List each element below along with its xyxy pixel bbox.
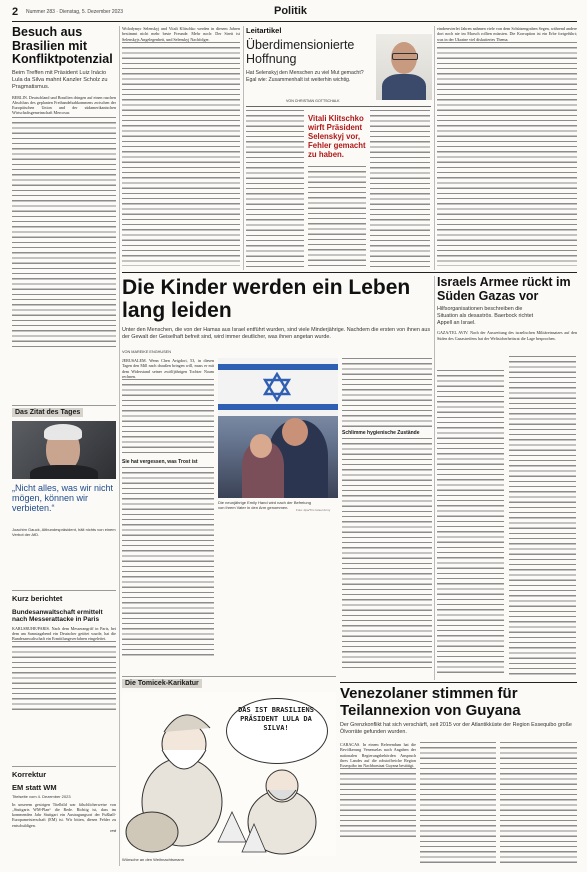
- lula-article: [12, 26, 116, 396]
- child-head: [250, 434, 272, 458]
- leitartikel-body-3: [370, 110, 430, 268]
- author-photo: [376, 34, 432, 100]
- leitartikel-quote: Vitali Klitschko wirft Präsident Selenskyj vor, Fehler gemacht zu haben.: [308, 114, 366, 159]
- col-divider-3: [434, 26, 435, 270]
- venezuela-body-3: [500, 742, 577, 864]
- israel-body-2: [509, 356, 576, 676]
- flag-stripe-top: [218, 364, 338, 370]
- main-body-1: [122, 379, 214, 457]
- main-rule: [122, 272, 577, 273]
- korrektur-sign: red: [110, 828, 116, 834]
- photo-caption: Die neunjährige Emily Hand wird nach der Befreiung von ihrem Vater in den Arm genommen.: [218, 500, 311, 510]
- issue-info: Nummer 283 · Dienstag, 5. Dezember 2023: [26, 9, 123, 15]
- kurz-label: Kurz berichtet: [12, 593, 63, 603]
- venezuela-rule: [340, 682, 577, 683]
- main-col-3: [342, 358, 432, 672]
- leitartikel-label: Leitartikel: [246, 26, 282, 35]
- leitartikel-body-2: [308, 166, 366, 268]
- venezuela-subtitle: Der Grenzkonflikt hat sich verschärft, seit 2015 vor der Atlantikküste der Region Essequibo große Ölvorräte gefunden wurden.: [340, 722, 572, 735]
- main-body-4: [342, 438, 432, 670]
- kurz-text: KARLSRUHE/PARIS. Nach dem Messerangriff in Paris, bei dem am Samstagabend ein Deutscher getötet wurde, hat die Bundesanwaltschaft ein Ermittlungsverfahren eingeleitet.: [12, 625, 116, 642]
- israel-body-1: [437, 370, 504, 676]
- main-subtitle: Unter den Menschen, die von der Hamas aus Israel entführt wurden, sind viele Minderjährige. Nachdem die ersten von ihnen aus der Gewalt der Geiselhaft befreit sind, wird immer deutlicher, was ihnen angetan wurde.: [122, 327, 431, 340]
- venezuela-lead: CARACAS. In einem Referendum hat die Bevölkerung Venezuelas nach Angaben der nationalen Regierungsbehörden Anspruch ihres Landes auf die rohstoffreiche Region Essequibo im Nachbarstaat Guyana bestätigt.: [340, 742, 416, 769]
- lula-body: [12, 117, 116, 349]
- speech-bubble-text: DAS IST BRASILIENS PRÄSIDENT LULA DA SILVA!: [238, 706, 314, 732]
- zitat-box: [12, 405, 116, 565]
- section-title: Politik: [274, 5, 308, 17]
- israel-title: Israels Armee rückt im Süden Gazas vor: [437, 275, 571, 303]
- cartoon: [122, 692, 336, 856]
- page-header: [12, 6, 577, 22]
- father-head: [282, 418, 308, 446]
- karikatur-caption: Wünsche an den Weihnachtsmann: [122, 857, 184, 862]
- header-rule: [12, 21, 577, 22]
- zitat-text: „Nicht alles, was wir nicht mögen, können wir verbieten.“: [12, 483, 114, 513]
- main-byline: VON MAREIKE ENGHUSEN: [122, 350, 171, 354]
- page-number: 2: [12, 6, 19, 18]
- main-body-3: [342, 358, 432, 428]
- col2-text: Wolodymyr Selenskyj und Vitali Klitschko werden in diesem Jahren bestimmt nicht mehr beste Freunde. Mehr noch: Der Streit ist Selenskyjs Angelegenheit, und Selenskyj Nachfolger.: [122, 26, 240, 42]
- kurz-rule: [12, 590, 116, 591]
- leitartikel-rule: [246, 106, 431, 107]
- santa-hat: [164, 715, 210, 732]
- leitartikel: [246, 26, 431, 270]
- korrektur-text: In unserem gestrigen Titelbild war fälschlicherweise von „Stuttgarts WM-Plan“ die Rede. Richtig ist, dass im kommenden Jahr Stuttgart ein Austragungsort der Fußball-Europameisterschaft (EM) ist. Wir bitten, diesen Fehler zu entschuldigen.: [12, 801, 116, 828]
- israel-lead: GAZA/TEL AVIV. Nach der Ausweitung des israelischen Militäreinsatzes auf den Süden des Gazastreifens hat der Weltsicherheitsrat die Lage besprochen.: [437, 330, 577, 341]
- photo-credit: Foto: dpa/Tim Israel Army: [296, 508, 331, 512]
- sack: [126, 812, 178, 852]
- col-divider-4: [434, 276, 435, 680]
- zitat-label: Das Zitat des Tages: [12, 408, 83, 417]
- ukraine-text: eindrenvierlet Jahren nahmen viele von dem Schützengraben Segen, während andere dort noch nie im Marsch rollten müssten. Die Korruption ist ein Erbe fortgeführt; was in der Ukraine viel diskutiertes Thema.: [437, 26, 577, 42]
- main-photo: [218, 358, 338, 498]
- zitat-rule: [12, 405, 116, 406]
- zitat-attribution: Joachim Gauck, Altbundespräsident, hält nichts von einem Verbot der AfD.: [12, 527, 116, 537]
- main-subhead: Sie hat vergessen, was Trost ist: [122, 459, 198, 466]
- main-lead: JERUSALEM. Wenn Chen Avigdori, 53, in diesen Tagen den Mill nach draußen bringen will, muss er mit dem Widerstand seiner zwölfjährigen Tochter Noam rechnen.: [122, 358, 214, 379]
- israel-subtitle: Hilfsorganisationen beschreiben die Situation als desaströs. Baerbock richtet Appell an Israel.: [437, 306, 534, 326]
- kurz-title: Bundesanwaltschaft ermittelt nach Messerattacke in Paris: [12, 608, 103, 624]
- col2-body: [122, 42, 240, 266]
- gauck-photo: [12, 421, 116, 479]
- karikatur-rule: [122, 676, 336, 677]
- ukraine-column: [437, 26, 577, 270]
- klitschko-column: [122, 26, 240, 270]
- author-shirt: [382, 74, 426, 100]
- leitartikel-byline: VON CHRISTIAN GOTTSCHALK: [286, 99, 340, 103]
- leitartikel-title: Überdimensionierte Hoffnung: [246, 38, 355, 66]
- star-of-david-icon: [262, 372, 292, 402]
- korrektur-box: [12, 766, 116, 866]
- flag-stripe-bottom: [218, 404, 338, 410]
- israel-article: [437, 276, 577, 680]
- lula-subtitle: Beim Treffen mit Präsident Luiz Inácio Lula da Silva mahnt Kanzler Scholz zu Pragmatismus.: [12, 69, 108, 90]
- karikatur-box: [122, 676, 336, 866]
- korrektur-rule: [12, 766, 116, 767]
- gauck-suit: [30, 465, 98, 479]
- lula-lead: BERLIN. Deutschland und Brasilien dringen auf einen raschen Abschluss des geplanten Freihandelsabkommens zwischen der Europäischen Union und der südamerikanischen Wirtschaftsgemeinschaft Mercosur.: [12, 94, 116, 116]
- flag: [218, 358, 338, 416]
- lula-title: Besuch aus Brasilien mit Konfliktpotenzial: [12, 25, 113, 66]
- gauck-hair: [44, 424, 82, 440]
- korrektur-label: Korrektur: [12, 769, 47, 779]
- leitartikel-subtitle: Hat Selenskyj den Menschen zu viel Mut gemacht? Egal wie: Zusammenhalt ist weiterhin wichtig.: [246, 70, 364, 83]
- venezuela-body-2: [420, 742, 496, 864]
- korrektur-title: EM statt WM: [12, 782, 57, 792]
- author-glasses: [392, 53, 418, 60]
- main-col-1: [122, 358, 214, 672]
- korrektur-date: Titelseite vom 4. Dezember 2023: [12, 793, 71, 799]
- main-body-2: [122, 467, 214, 657]
- leitartikel-body-1: [246, 110, 304, 268]
- col-divider-2: [243, 26, 244, 270]
- kurz-body: [12, 641, 116, 711]
- venezuela-article: [340, 686, 577, 866]
- karikatur-label: Die Tomicek-Karikatur: [122, 679, 202, 688]
- col-divider: [119, 26, 120, 866]
- main-title: Die Kinder werden ein Leben lang leiden: [122, 276, 411, 322]
- venezuela-body-1: [340, 768, 416, 840]
- venezuela-col-1: [340, 742, 416, 864]
- main-subhead2: Schlimme hygienische Zustände: [342, 430, 420, 436]
- ukraine-body: [437, 42, 577, 266]
- venezuela-title: Venezolaner stimmen für Teilannexion von Guyana: [340, 685, 521, 719]
- kurz-box: [12, 590, 116, 760]
